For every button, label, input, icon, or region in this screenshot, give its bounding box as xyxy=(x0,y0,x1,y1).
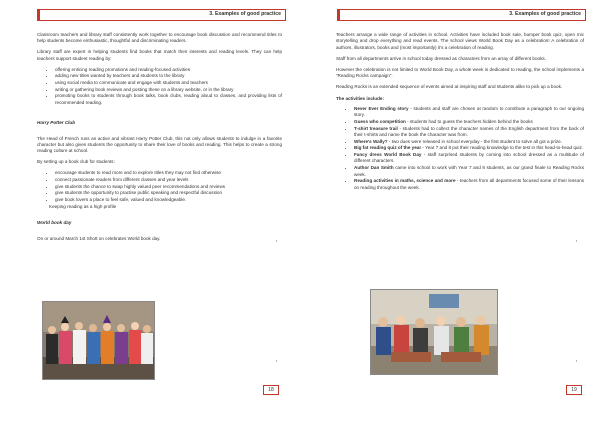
activity-text: - staff surprised students by coming into school dressed as a multitude of different characters. xyxy=(354,152,585,164)
list-item xyxy=(354,152,584,165)
list-item xyxy=(354,126,584,139)
reading-rocks-photo xyxy=(370,289,498,375)
activity-title: Guess who competition xyxy=(354,118,406,124)
activity-title: T-shirt treasure trail xyxy=(354,125,398,131)
activity-text: - teachers from all departments focused some of their lessons on reading throughout the week. xyxy=(354,178,584,190)
left-paragraph-6: On or around March 1st Shott on celebrates World book day. xyxy=(37,235,161,241)
list-item xyxy=(354,139,584,145)
page-mark xyxy=(276,360,277,362)
activity-title: Author Dan Smith xyxy=(354,165,394,171)
left-paragraph-4: By setting up a book club for students: xyxy=(37,159,115,165)
list-item: • connect passionate readers from different classes and year levels xyxy=(55,177,282,183)
activity-text: - Year 7 and 8 put their reading knowledge to the test in this head-to-head quiz. xyxy=(421,145,584,151)
world-book-day-heading: World book day xyxy=(37,220,72,226)
activity-text: - two dues were released in school everyday - the first student to solve all got a prize. xyxy=(387,138,563,144)
list-item: • offering enticing reading promotions and reading-focused activities xyxy=(55,67,282,73)
activity-text: - students had to collect the character names of the English department from the back of their t-shirts and name the book the character was from. xyxy=(354,125,584,137)
left-paragraph-2: Library staff are expert in helping students find books that match their interests and reading levels. They can help teachers support student reading by: xyxy=(37,49,282,61)
right-page xyxy=(300,0,600,424)
world-book-day-photo xyxy=(42,301,155,380)
classroom-event-photo xyxy=(371,290,497,374)
left-page-number: 18 xyxy=(263,385,279,395)
activities-subheading: The activities include: xyxy=(336,96,384,102)
left-page-body xyxy=(37,32,282,247)
activity-title: Big fat reading quiz of the year xyxy=(354,145,422,151)
list-item: • encourage students to read more and to explore titles they may not find otherwise xyxy=(55,170,282,176)
activity-title: Never Ever Ending story xyxy=(354,105,409,111)
library-support-list xyxy=(37,67,282,107)
right-paragraph-1: Teachers arrange a wide range of activities in school. Activities have included book sale, bumper book quiz, open mic storytelling and drop everything and read events. The school views World Book Day as a celebration! A celebration of authors, illustrators, books and (most importantly) it’s a celebration of reading. xyxy=(336,32,584,50)
left-header-title: 3. Examples of good practice xyxy=(209,11,281,17)
left-paragraph-3: The Head of French runs an active and vibrant Harry Potter Club, this not only allows students to indulge in a favorite character but also gives students the opportunity to share their love of books and reading. This helps to create a strong reading culture at school. xyxy=(37,135,282,154)
list-item: • writing or gathering book reviews and posting these on a library website, or in the library xyxy=(55,87,282,93)
list-item xyxy=(354,119,584,125)
left-page-header xyxy=(37,9,286,21)
list-item: • give students the chance to swap highly valued peer recommendations and reviews xyxy=(55,184,282,190)
right-paragraph-2: Staff from all departments arrive in school today dressed as characters from an array of different books. xyxy=(336,55,546,61)
activity-title: Fancy dress World Book Day xyxy=(354,152,422,158)
activity-text: - students had to guess the teachers hidden behind the books xyxy=(405,118,533,124)
list-item xyxy=(354,178,584,191)
list-item: • using social media to communicate and engage with students and teachers xyxy=(55,80,282,86)
costumed-staff-photo xyxy=(43,302,154,379)
right-page-header xyxy=(337,9,586,21)
activity-text: - students and staff are chosen at random to contribute a paragraph to our ongoing story. xyxy=(354,105,585,118)
list-item xyxy=(354,106,584,119)
list-item: • promoting books to students through book talks, book clubs, reading aloud to classes, and providing lists of recommended reading. xyxy=(55,93,282,106)
page-mark xyxy=(276,240,277,242)
activity-text: came into school to work with Year 7 and 8 students, as our grand finale to Reading Rocks week. xyxy=(354,165,585,177)
list-item: • give book lovers a place to feel safe, valued and knowledgeable. xyxy=(55,197,282,203)
right-header-title: 3. Examples of good practice xyxy=(509,11,581,17)
activity-title: Where’s Wally? xyxy=(354,138,388,144)
right-paragraph-4: Reading Rocks is an extended sequence of events aimed at inspiring staff and students alike to pick up a book. xyxy=(336,83,563,89)
page-mark xyxy=(576,240,577,242)
list-item: • adding new titles wanted by teachers and students to the library xyxy=(55,73,282,79)
list-item xyxy=(354,145,584,151)
activity-title: Reading activities in maths, science and more xyxy=(354,178,456,184)
activities-list xyxy=(336,106,584,191)
book-club-list xyxy=(37,170,282,203)
left-paragraph-5: Keeping reading as a high profile xyxy=(49,203,117,209)
page-mark xyxy=(576,360,577,362)
harry-potter-heading: Harry Potter Club xyxy=(37,120,76,126)
list-item: • give students the opportunity to practise public speaking and respectful discussion xyxy=(55,190,282,196)
right-page-number: 19 xyxy=(566,385,582,395)
right-paragraph-3: However the celebration is not limited to World Book Day, a whole week is dedicated to reading, the school implements a “Reading Rocks campaign”. xyxy=(336,66,584,79)
left-paragraph-1: Classroom teachers and library staff consistently work together to encourage book discussion and recommend titles to help students become enthusiastic, thoughtful and discriminating readers. xyxy=(37,32,282,44)
list-item xyxy=(354,165,584,178)
right-page-body xyxy=(336,32,584,196)
